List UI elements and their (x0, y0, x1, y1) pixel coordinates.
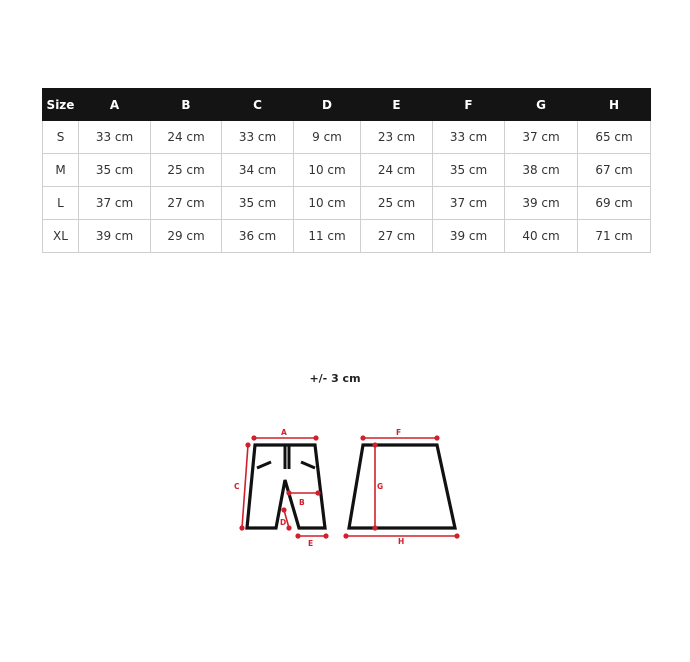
label-b: B (299, 498, 305, 507)
header-c: C (222, 89, 294, 121)
header-size: Size (43, 89, 79, 121)
table-cell: 35 cm (222, 187, 294, 220)
header-e: E (361, 89, 433, 121)
header-b: B (151, 89, 222, 121)
table-cell: 25 cm (151, 154, 222, 187)
table-cell: 71 cm (578, 220, 651, 253)
table-cell: 35 cm (433, 154, 505, 187)
table-cell: 37 cm (79, 187, 151, 220)
table-cell: S (43, 121, 79, 154)
table-cell: 39 cm (79, 220, 151, 253)
label-d: D (280, 518, 287, 527)
header-g: G (505, 89, 578, 121)
table-cell: 33 cm (79, 121, 151, 154)
table-cell: 10 cm (294, 154, 361, 187)
table-row (43, 121, 651, 154)
table-row (43, 154, 651, 187)
table-cell: 38 cm (505, 154, 578, 187)
label-h: H (398, 537, 405, 546)
table-cell: 40 cm (505, 220, 578, 253)
header-h: H (578, 89, 651, 121)
table-cell: M (43, 154, 79, 187)
label-f: F (396, 428, 402, 437)
table-cell: 35 cm (79, 154, 151, 187)
label-e: E (308, 539, 314, 548)
table-cell: 69 cm (578, 187, 651, 220)
header-a: A (79, 89, 151, 121)
table-cell: 67 cm (578, 154, 651, 187)
table-header-row (43, 89, 651, 121)
table-cell: 36 cm (222, 220, 294, 253)
tolerance-note: +/- 3 cm (309, 372, 361, 385)
measurement-diagram (230, 424, 470, 548)
table-cell: 24 cm (151, 121, 222, 154)
table-cell: 34 cm (222, 154, 294, 187)
header-f: F (433, 89, 505, 121)
table-cell: 37 cm (505, 121, 578, 154)
table-row (43, 220, 651, 253)
table-cell: XL (43, 220, 79, 253)
table-cell: 25 cm (361, 187, 433, 220)
table-cell: 10 cm (294, 187, 361, 220)
table-cell: 39 cm (505, 187, 578, 220)
label-c: C (234, 482, 240, 491)
table-cell: 39 cm (433, 220, 505, 253)
table-cell: 24 cm (361, 154, 433, 187)
table-cell: 9 cm (294, 121, 361, 154)
table-cell: 11 cm (294, 220, 361, 253)
table-cell: 29 cm (151, 220, 222, 253)
table-cell: 65 cm (578, 121, 651, 154)
table-cell: 27 cm (361, 220, 433, 253)
size-chart-table (42, 88, 651, 253)
table-cell: 33 cm (222, 121, 294, 154)
table-cell: 37 cm (433, 187, 505, 220)
header-d: D (294, 89, 361, 121)
table-cell: L (43, 187, 79, 220)
table-cell: 33 cm (433, 121, 505, 154)
table-cell: 23 cm (361, 121, 433, 154)
label-g: G (377, 482, 384, 491)
skirt-outline-icon (349, 445, 455, 528)
label-a: A (281, 428, 287, 437)
table-row (43, 187, 651, 220)
table-cell: 27 cm (151, 187, 222, 220)
